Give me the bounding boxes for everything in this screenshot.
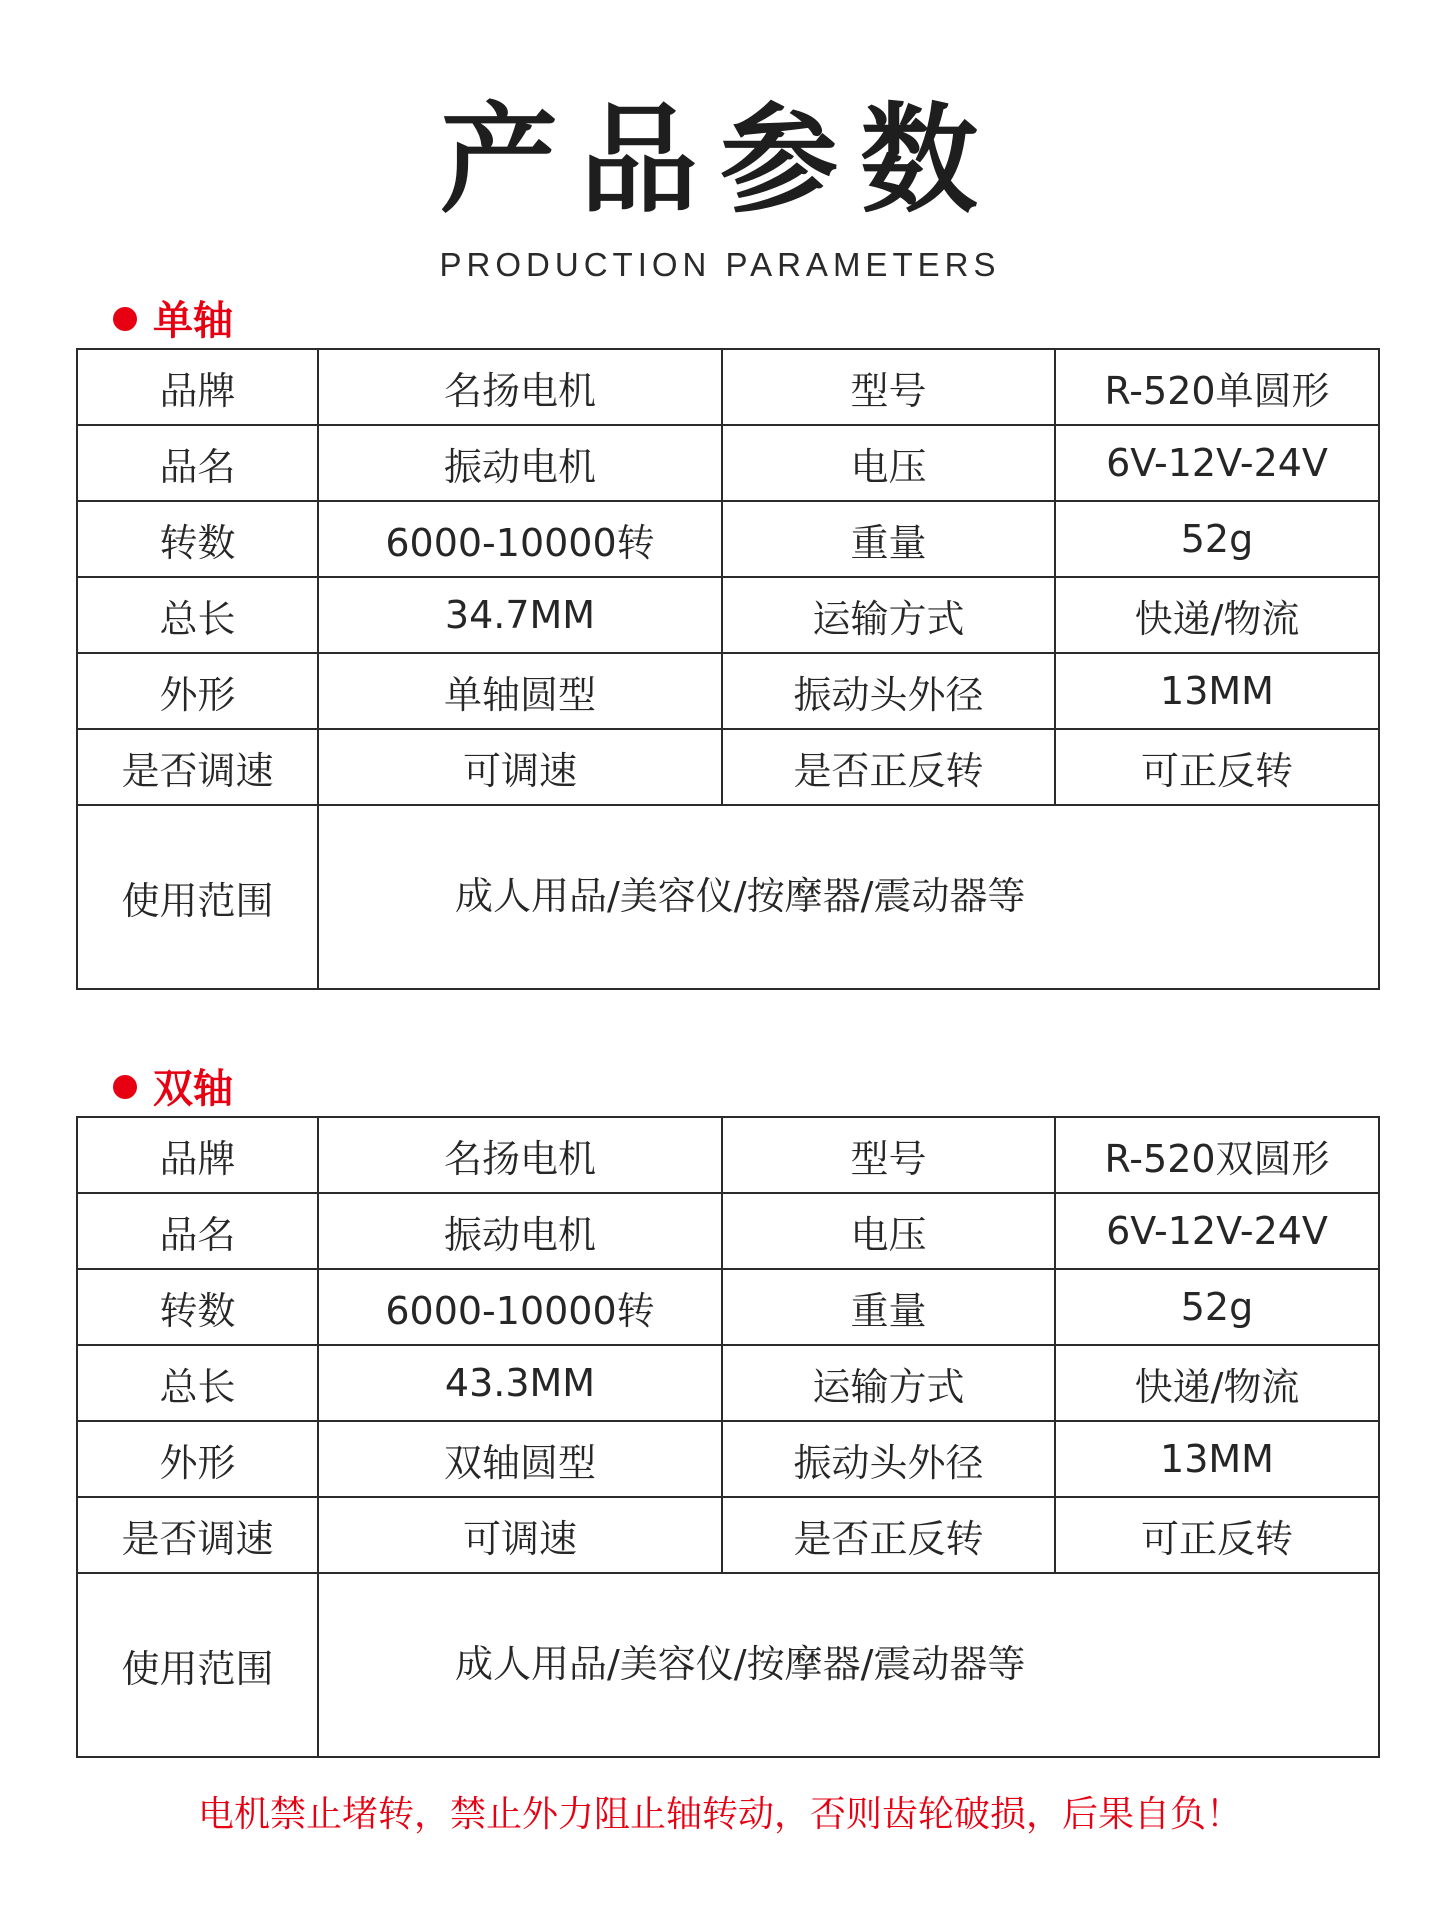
table-row <box>77 1193 1379 1269</box>
spec-label: 转数 <box>77 501 318 577</box>
spec-label: 品牌 <box>77 349 318 425</box>
table-row <box>77 653 1379 729</box>
spec-value: 可调速 <box>318 1497 722 1573</box>
spec-label: 是否正反转 <box>722 1497 1055 1573</box>
table-row <box>77 1269 1379 1345</box>
table-row <box>77 729 1379 805</box>
spec-label: 电压 <box>722 1193 1055 1269</box>
spec-label: 电压 <box>722 425 1055 501</box>
spec-value: 13MM <box>1055 653 1379 729</box>
table-row-usage <box>77 805 1379 989</box>
section-heading-double-shaft <box>113 1060 233 1110</box>
spec-value: 43.3MM <box>318 1345 722 1421</box>
spec-label: 重量 <box>722 1269 1055 1345</box>
spec-label: 型号 <box>722 1117 1055 1193</box>
table-row <box>77 1421 1379 1497</box>
table-row <box>77 1345 1379 1421</box>
spec-label: 是否正反转 <box>722 729 1055 805</box>
table-row <box>77 577 1379 653</box>
table-row-usage <box>77 1573 1379 1757</box>
spec-value: 快递/物流 <box>1055 1345 1379 1421</box>
table-row <box>77 349 1379 425</box>
spec-label: 品牌 <box>77 1117 318 1193</box>
bullet-dot-icon <box>113 307 137 331</box>
spec-value: 单轴圆型 <box>318 653 722 729</box>
page-title: 产品参数 <box>439 91 1000 229</box>
section-heading-single-shaft <box>113 292 233 342</box>
spec-label: 重量 <box>722 501 1055 577</box>
spec-value: 13MM <box>1055 1421 1379 1497</box>
spec-value: 6V-12V-24V <box>1055 1193 1379 1269</box>
spec-table-double-shaft <box>76 1116 1380 1758</box>
section-heading-label: 双轴 <box>153 1065 233 1112</box>
spec-label: 振动头外径 <box>722 1421 1055 1497</box>
spec-label: 运输方式 <box>722 1345 1055 1421</box>
usage-label: 使用范围 <box>77 805 318 989</box>
spec-value: 6V-12V-24V <box>1055 425 1379 501</box>
bullet-dot-icon <box>113 1075 137 1099</box>
usage-label: 使用范围 <box>77 1573 318 1757</box>
table-row <box>77 501 1379 577</box>
spec-value: R-520双圆形 <box>1055 1117 1379 1193</box>
section-heading-label: 单轴 <box>153 297 233 344</box>
usage-value: 成人用品/美容仪/按摩器/震动器等 <box>318 805 1379 989</box>
spec-value: 52g <box>1055 1269 1379 1345</box>
spec-value: 名扬电机 <box>318 1117 722 1193</box>
spec-value: 双轴圆型 <box>318 1421 722 1497</box>
spec-value: 52g <box>1055 501 1379 577</box>
spec-table-single-shaft <box>76 348 1380 990</box>
spec-value: 34.7MM <box>318 577 722 653</box>
spec-label: 总长 <box>77 577 318 653</box>
spec-value: 可正反转 <box>1055 1497 1379 1573</box>
spec-label: 外形 <box>77 1421 318 1497</box>
table-row <box>77 1497 1379 1573</box>
spec-label: 型号 <box>722 349 1055 425</box>
spec-value: 振动电机 <box>318 1193 722 1269</box>
spec-label: 运输方式 <box>722 577 1055 653</box>
spec-value: R-520单圆形 <box>1055 349 1379 425</box>
spec-value: 6000-10000转 <box>318 501 722 577</box>
spec-value: 快递/物流 <box>1055 577 1379 653</box>
spec-value: 名扬电机 <box>318 349 722 425</box>
warning-notice: 电机禁止堵转，禁止外力阻止轴转动，否则齿轮破损，后果自负！ <box>197 1794 1242 1835</box>
page-subtitle: PRODUCTION PARAMETERS <box>439 246 1001 283</box>
spec-label: 品名 <box>77 1193 318 1269</box>
spec-label: 总长 <box>77 1345 318 1421</box>
spec-value: 可正反转 <box>1055 729 1379 805</box>
spec-label: 品名 <box>77 425 318 501</box>
spec-value: 可调速 <box>318 729 722 805</box>
table-row <box>77 425 1379 501</box>
spec-label: 外形 <box>77 653 318 729</box>
usage-value: 成人用品/美容仪/按摩器/震动器等 <box>318 1573 1379 1757</box>
spec-label: 是否调速 <box>77 729 318 805</box>
spec-value: 振动电机 <box>318 425 722 501</box>
table-row <box>77 1117 1379 1193</box>
spec-label: 振动头外径 <box>722 653 1055 729</box>
spec-value: 6000-10000转 <box>318 1269 722 1345</box>
spec-label: 转数 <box>77 1269 318 1345</box>
spec-label: 是否调速 <box>77 1497 318 1573</box>
